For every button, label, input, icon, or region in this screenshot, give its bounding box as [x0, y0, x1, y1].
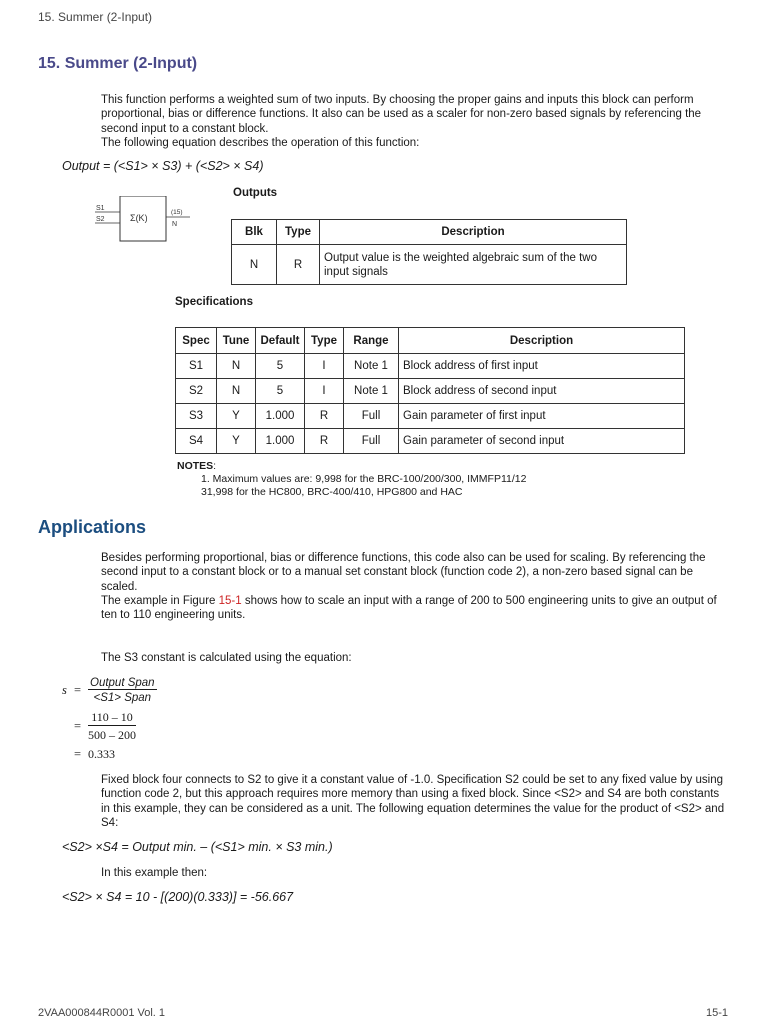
input-label-s1: S1: [96, 205, 105, 212]
table-cell: I: [305, 379, 344, 404]
specifications-table: [175, 327, 685, 454]
equation-result: 0.333: [88, 747, 115, 761]
product-equation: <S2> ×S4 = Output min. – (<S1> min. × S3 min.): [62, 840, 333, 854]
table-cell: 1.000: [256, 404, 305, 429]
table-cell: S3: [176, 404, 217, 429]
column-header: Type: [305, 328, 344, 354]
s-variable: s: [62, 683, 67, 697]
table-row: [176, 379, 685, 404]
fixed-block-paragraph: [101, 773, 731, 830]
outputs-table: [231, 219, 627, 285]
table-cell: Gain parameter of first input: [399, 404, 685, 429]
fraction-denominator: <S1> Span: [93, 692, 152, 704]
text-span: The example in Figure: [101, 594, 219, 607]
table-cell: Block address of second input: [399, 379, 685, 404]
equals-sign: =: [74, 719, 82, 733]
input-label-s2: S2: [96, 216, 105, 223]
fraction-numerator: 110 – 10: [88, 710, 136, 726]
desc-line: Output value is the weighted algebraic sum of the two: [324, 251, 597, 264]
note-line: 1. Maximum values are: 9,998 for the BRC-100/200/300, IMMFP11/12: [201, 473, 527, 485]
paragraph-line: ten to 110 engineering units.: [101, 609, 246, 622]
column-header: Type: [277, 220, 320, 245]
footer-page-number: 15-1: [705, 1007, 728, 1019]
text-span: shows how to scale an input with a range of 200 to 500 engineering units to give an output of: [241, 594, 717, 607]
outputs-label: Outputs: [233, 187, 278, 199]
table-cell: R: [305, 404, 344, 429]
fraction-denominator: 500 – 200: [88, 728, 136, 742]
table-header-row: [232, 220, 627, 245]
equals-sign: =: [74, 747, 82, 761]
column-header: Description: [320, 220, 627, 245]
s3-equation: [62, 677, 157, 762]
table-cell: S2: [176, 379, 217, 404]
table-header-row: [176, 328, 685, 354]
column-header: Blk: [232, 220, 277, 245]
column-header: Spec: [176, 328, 217, 354]
paragraph-line: function code 2, but this approach requires more memory than using a fixed block. Since <S2> and S4 are both constants: [101, 788, 720, 801]
fraction-span: [88, 677, 157, 704]
table-cell: Full: [344, 404, 399, 429]
table-cell: [320, 245, 627, 285]
table-cell: Gain parameter of second input: [399, 429, 685, 454]
table-row: [176, 404, 685, 429]
intro-line: proportional, bias or difference functions. It also can be used as a scaler for non-zero based signals by referencing the: [101, 108, 702, 121]
note-line: 31,998 for the HC800, BRC-400/410, HPG800 and HAC: [201, 486, 463, 498]
table-cell: N: [217, 354, 256, 379]
table-cell: 5: [256, 379, 305, 404]
paragraph-line: Fixed block four connects to S2 to give it a constant value of -1.0. Specification S2 could be set to any fixed value by using: [101, 774, 723, 786]
paragraph-line: [101, 594, 731, 608]
example-text: In this example then:: [101, 867, 208, 879]
table-cell: I: [305, 354, 344, 379]
footer-doc-id: 2VAA000844R0001 Vol. 1: [38, 1007, 166, 1019]
table-cell: Y: [217, 404, 256, 429]
s3-intro-text: The S3 constant is calculated using the equation:: [101, 652, 352, 664]
table-row: [176, 354, 685, 379]
figure-link[interactable]: 15-1: [218, 594, 242, 607]
example-equation: <S2> × S4 = 10 - [(200)(0.333)] = -56.667: [62, 890, 294, 904]
applications-paragraph: [101, 551, 731, 622]
table-cell: N: [232, 245, 277, 285]
table-cell: 1.000: [256, 429, 305, 454]
table-cell: S4: [176, 429, 217, 454]
notes-title-line: [177, 460, 526, 473]
block-number: (15): [171, 209, 183, 216]
column-header: Range: [344, 328, 399, 354]
paragraph-line: S4:: [101, 816, 119, 829]
fraction-numeric: [88, 710, 136, 743]
output-label-n: N: [172, 221, 178, 228]
column-header: Default: [256, 328, 305, 354]
desc-line: input signals: [324, 265, 388, 278]
block-diagram: [95, 196, 195, 246]
table-cell: Block address of first input: [399, 354, 685, 379]
table-cell: R: [305, 429, 344, 454]
table-cell: R: [277, 245, 320, 285]
paragraph-line: scaled.: [101, 580, 138, 593]
paragraph-line: Besides performing proportional, bias or difference functions, this code also can be used for scaling. By referencing the: [101, 552, 706, 564]
table-cell: Full: [344, 429, 399, 454]
notes-title: NOTES: [177, 460, 214, 472]
section-title: 15. Summer (2-Input): [38, 55, 198, 72]
table-cell: N: [217, 379, 256, 404]
paragraph-line: in this example, they can be considered as a unit. The following equation determines the value for the product of <S2> and: [101, 802, 725, 815]
column-header: Description: [399, 328, 685, 354]
table-cell: 5: [256, 354, 305, 379]
running-header: 15. Summer (2-Input): [38, 10, 153, 24]
equation-row: [62, 710, 157, 743]
table-cell: Note 1: [344, 354, 399, 379]
table-row: [176, 429, 685, 454]
sigma-symbol: Σ(K): [130, 213, 148, 223]
equals-sign: =: [74, 683, 82, 697]
fraction-numerator: Output Span: [90, 677, 155, 689]
column-header: Tune: [217, 328, 256, 354]
intro-line: second input to a constant block.: [101, 122, 269, 135]
equation-row: [62, 747, 157, 762]
intro-line: The following equation describes the operation of this function:: [101, 136, 420, 149]
intro-line: This function performs a weighted sum of two inputs. By choosing the proper gains and inputs this block can perform: [101, 94, 694, 106]
equation-row: [62, 677, 157, 704]
intro-paragraph: [101, 93, 731, 150]
main-equation: Output = (<S1> × S3) + (<S2> × S4): [62, 159, 264, 173]
paragraph-line: second input to a constant block or to a manual set constant block (function code 2), a non-zero based signal can be: [101, 566, 693, 579]
notes-colon: :: [213, 460, 217, 472]
table-cell: S1: [176, 354, 217, 379]
notes-block: [177, 460, 526, 499]
applications-title: Applications: [38, 517, 147, 537]
table-row: [232, 245, 627, 285]
table-cell: Note 1: [344, 379, 399, 404]
table-cell: Y: [217, 429, 256, 454]
specifications-label: Specifications: [175, 296, 253, 308]
